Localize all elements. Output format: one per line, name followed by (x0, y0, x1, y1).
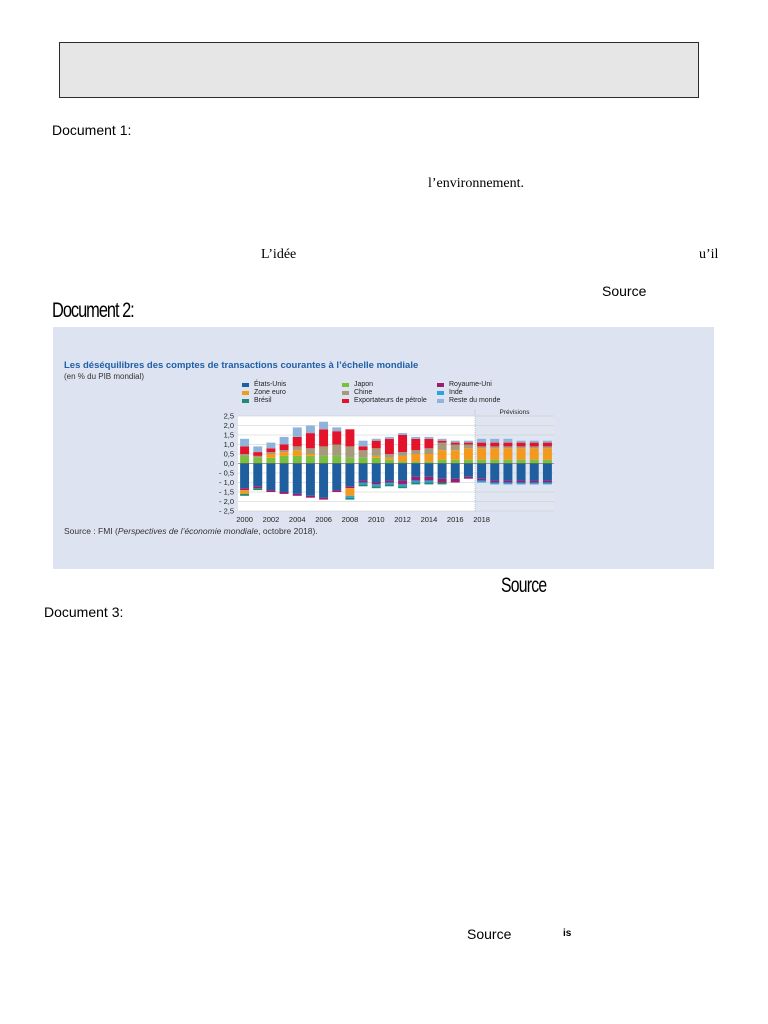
document-3-label: Document 3: (44, 604, 124, 620)
bar-segment (451, 441, 460, 443)
bar-segment (424, 437, 433, 439)
bar-segment (517, 441, 526, 443)
legend-item (242, 381, 286, 388)
legend-label: Zone euro (254, 389, 286, 396)
bar-segment (266, 458, 275, 464)
document-1-label: Document 1: (52, 122, 132, 138)
bar-segment (385, 483, 394, 485)
bar-segment (372, 441, 381, 449)
bar-segment (266, 443, 275, 449)
bar-segment (543, 448, 552, 459)
bar-segment (438, 443, 447, 451)
bar-segment (345, 488, 354, 496)
x-tick-label: 2006 (315, 515, 332, 524)
bar-segment (530, 460, 539, 464)
document-1-source: Source (602, 283, 647, 299)
legend-item (242, 389, 286, 396)
bar-segment (451, 460, 460, 464)
bar-segment (503, 446, 512, 448)
bar-segment (280, 456, 289, 464)
header-box (59, 42, 699, 98)
document-3-source-tail: is (563, 928, 572, 939)
bar-segment (280, 437, 289, 445)
bar-segment (345, 458, 354, 464)
y-tick-label: 1,0 (223, 439, 234, 449)
bar-segment (543, 460, 552, 464)
bar-segment (319, 464, 328, 498)
x-tick-label: 2008 (341, 515, 359, 524)
document-1-text-fragment-idee: L’idée (261, 247, 297, 262)
bar-segment (372, 486, 381, 488)
bar-segment (253, 488, 262, 490)
bar-segment (503, 481, 512, 483)
bar-segment (424, 477, 433, 481)
bar-segment (398, 433, 407, 435)
bar-segment (438, 439, 447, 441)
bar-segment (477, 448, 486, 459)
bar-segment (451, 443, 460, 445)
legend-swatch (342, 391, 349, 395)
bar-segment (293, 494, 302, 496)
bar-segment (240, 494, 249, 496)
bar-segment (398, 481, 407, 485)
bar-segment (424, 439, 433, 449)
chart-subtitle: (en % du PIB mondial) (64, 372, 145, 381)
bar-segment (240, 490, 249, 494)
bar-segment (398, 486, 407, 488)
bar-segment (411, 439, 420, 450)
bar-segment (332, 490, 341, 492)
bar-segment (359, 441, 368, 447)
bar-segment (503, 448, 512, 459)
chart-title: Les déséquilibres des comptes de transactions courantes à l’échelle mondiale (64, 360, 419, 371)
bar-segment (332, 464, 341, 491)
bar-segment (372, 439, 381, 441)
bar-segment (372, 464, 381, 483)
chart-source (64, 526, 318, 536)
x-tick-label: 2014 (420, 515, 438, 524)
legend-label: Royaume-Uni (449, 381, 492, 388)
bar-segment (398, 484, 407, 486)
bar-segment (280, 464, 289, 493)
bar-segment (372, 484, 381, 486)
bar-segment (240, 456, 249, 464)
bar-segment (293, 464, 302, 494)
legend-item (242, 397, 272, 404)
bar-segment (477, 479, 486, 481)
bar-segment (359, 481, 368, 483)
bar-segment (266, 448, 275, 452)
bar-segment (253, 458, 262, 464)
bar-segment (490, 443, 499, 447)
bar-segment (503, 439, 512, 443)
x-tick-label: 2000 (236, 515, 253, 524)
document-2-source: Source (501, 574, 547, 597)
legend-item (437, 389, 463, 396)
bar-segment (319, 422, 328, 430)
bar-segment (411, 483, 420, 485)
bar-segment (306, 456, 315, 464)
bar-segment (253, 452, 262, 456)
chart-source-title: Perspectives de l’économie mondiale (117, 526, 259, 536)
bar-segment (464, 443, 473, 445)
bar-segment (411, 481, 420, 483)
bar-segment (464, 441, 473, 443)
bar-segment (345, 496, 354, 498)
bar-segment (280, 445, 289, 451)
bar-segment (464, 448, 473, 459)
bar-segment (464, 464, 473, 477)
bar-segment (543, 446, 552, 448)
x-tick-label: 2018 (473, 515, 490, 524)
bar-segment (319, 429, 328, 446)
bar-segment (438, 441, 447, 443)
bar-segment (411, 454, 420, 462)
bar-segment (372, 448, 381, 456)
y-tick-label: - 1,0 (218, 477, 234, 487)
bar-segment (411, 477, 420, 481)
bar-segment (543, 481, 552, 483)
bar-segment (293, 450, 302, 456)
bar-segment (424, 454, 433, 462)
bar-segment (385, 481, 394, 483)
bar-segment (530, 464, 539, 481)
bar-segment (253, 464, 262, 487)
bar-segment (280, 492, 289, 494)
bar-segment (451, 479, 460, 483)
bar-segment (543, 441, 552, 443)
legend-label: Inde (449, 389, 463, 396)
bar-segment (424, 464, 433, 477)
bar-segment (385, 460, 394, 464)
bar-segment (424, 448, 433, 454)
bar-segment (253, 446, 262, 452)
y-tick-label: 0,0 (223, 458, 234, 468)
bar-segment (411, 450, 420, 454)
bar-segment (359, 484, 368, 486)
bar-segment (530, 446, 539, 448)
legend-swatch (242, 399, 249, 403)
legend-label: Brésil (254, 397, 272, 404)
x-tick-label: 2010 (367, 515, 385, 524)
bar-segment (530, 443, 539, 447)
bar-segment (240, 464, 249, 489)
document-1-text-fragment: l’environnement. (428, 176, 525, 191)
bar-segment (530, 483, 539, 485)
bar-segment (503, 483, 512, 485)
bar-segment (240, 446, 249, 454)
bar-segment (306, 433, 315, 448)
bar-segment (332, 431, 341, 444)
bar-segment (517, 448, 526, 459)
y-tick-label: 1,5 (223, 430, 234, 440)
bar-segment (385, 458, 394, 460)
bar-segment (332, 456, 341, 464)
bar-segment (490, 464, 499, 481)
bar-segment (517, 464, 526, 481)
legend-item (342, 397, 427, 404)
bar-segment (345, 446, 354, 457)
bar-segment (477, 464, 486, 479)
legend-item (342, 381, 373, 388)
bar-segment (477, 446, 486, 448)
bar-segment (319, 446, 328, 456)
bar-segment (438, 479, 447, 483)
bar-segment (398, 464, 407, 481)
x-tick-label: 2012 (394, 515, 411, 524)
bar-segment (411, 464, 420, 477)
bar-segment (517, 443, 526, 447)
bar-segment (490, 460, 499, 464)
legend-swatch (437, 399, 444, 403)
bar-segment (359, 483, 368, 485)
legend-label: Exportateurs de pétrole (354, 397, 427, 404)
y-tick-label: 2,5 (223, 411, 234, 421)
bar-segment (345, 498, 354, 500)
bar-segment (385, 454, 394, 458)
bar-segment (477, 439, 486, 443)
y-tick-label: 2,0 (223, 420, 234, 430)
bar-segment (398, 435, 407, 452)
bar-segment (306, 426, 315, 434)
bar-segment (306, 454, 315, 456)
bar-segment (385, 437, 394, 439)
bar-segment (345, 464, 354, 487)
bar-segment (530, 448, 539, 459)
legend-label: États-Unis (254, 381, 287, 388)
x-tick-label: 2016 (446, 515, 464, 524)
bar-segment (385, 484, 394, 486)
legend-swatch (437, 383, 444, 387)
bar-segment (451, 464, 460, 479)
bar-segment (280, 450, 289, 452)
x-tick-label: 2002 (262, 515, 280, 524)
bar-segment (543, 483, 552, 485)
bar-segment (359, 458, 368, 464)
bar-segment (319, 498, 328, 500)
legend-swatch (342, 399, 349, 403)
bar-segment (319, 456, 328, 464)
bar-segment (424, 483, 433, 485)
bar-segment (372, 458, 381, 464)
legend-label: Japon (354, 381, 374, 388)
bar-segment (503, 443, 512, 447)
bar-segment (240, 439, 249, 447)
bar-segment (266, 454, 275, 458)
y-tick-label: - 1,5 (218, 487, 234, 497)
legend-item (342, 389, 372, 396)
bar-segment (438, 483, 447, 485)
x-tick-label: 2004 (288, 515, 306, 524)
bar-segment (359, 464, 368, 481)
bar-segment (411, 437, 420, 439)
bar-segment (451, 450, 460, 460)
bar-segment (306, 448, 315, 454)
bar-segment (359, 450, 368, 458)
bar-segment (517, 481, 526, 483)
legend-swatch (437, 391, 444, 395)
bar-segment (240, 454, 249, 456)
bar-segment (385, 464, 394, 481)
bar-segment (424, 481, 433, 483)
bar-segment (490, 481, 499, 483)
chart-source-prefix: Source : FMI ( (64, 526, 118, 536)
bar-segment (490, 439, 499, 443)
bar-segment (306, 464, 315, 496)
bar-segment (543, 464, 552, 481)
y-tick-label: - 2,5 (218, 506, 234, 516)
legend-swatch (242, 383, 249, 387)
bar-segment (332, 445, 341, 456)
legend-label: Chine (354, 389, 373, 396)
bar-segment (517, 460, 526, 464)
bar-segment (240, 488, 249, 490)
y-tick-label: 0,5 (223, 449, 234, 459)
legend-swatch (342, 383, 349, 387)
bar-segment (266, 464, 275, 491)
bar-segment (543, 443, 552, 447)
document-1-text-fragment-uil: u’il (699, 247, 719, 262)
bar-segment (253, 456, 262, 458)
bar-segment (266, 490, 275, 492)
bar-segment (490, 483, 499, 485)
bar-segment (464, 477, 473, 479)
bar-segment (253, 486, 262, 488)
bar-segment (280, 452, 289, 456)
bar-segment (503, 460, 512, 464)
legend-item (437, 397, 500, 404)
bar-segment (438, 460, 447, 464)
bar-segment (345, 486, 354, 488)
bar-segment (530, 441, 539, 443)
bar-segment (266, 452, 275, 454)
legend-label: Reste du monde (449, 397, 501, 404)
document-3-source: Source (467, 926, 512, 942)
bar-segment (359, 446, 368, 450)
bar-segment (477, 460, 486, 464)
bar-segment (517, 446, 526, 448)
bar-segment (372, 483, 381, 485)
bar-segment (293, 427, 302, 437)
bar-segment (293, 446, 302, 450)
bar-segment (490, 448, 499, 459)
bar-segment (464, 460, 473, 464)
bar-segment (464, 445, 473, 449)
chart-plot (200, 405, 570, 527)
bar-segment (438, 464, 447, 479)
chart-source-suffix: , octobre 2018). (258, 526, 318, 536)
bar-segment (398, 456, 407, 462)
bar-segment (503, 464, 512, 481)
forecast-label: Prévisions (499, 409, 530, 416)
bar-segment (451, 445, 460, 451)
y-tick-label: - 2,0 (218, 496, 234, 506)
bar-segment (332, 427, 341, 431)
bar-segment (345, 429, 354, 446)
bar-segment (490, 446, 499, 448)
y-tick-label: - 0,5 (218, 468, 234, 478)
bar-segment (293, 437, 302, 447)
legend-swatch (242, 391, 249, 395)
bar-segment (438, 450, 447, 460)
bar-segment (306, 496, 315, 498)
bar-segment (293, 456, 302, 464)
legend-item (437, 381, 492, 388)
bar-segment (477, 443, 486, 447)
bar-segment (477, 481, 486, 483)
bar-segment (385, 439, 394, 454)
bar-segment (517, 483, 526, 485)
bar-segment (398, 452, 407, 456)
bar-segment (372, 456, 381, 458)
document-2-label: Document 2: (52, 299, 134, 322)
bar-segment (530, 481, 539, 483)
